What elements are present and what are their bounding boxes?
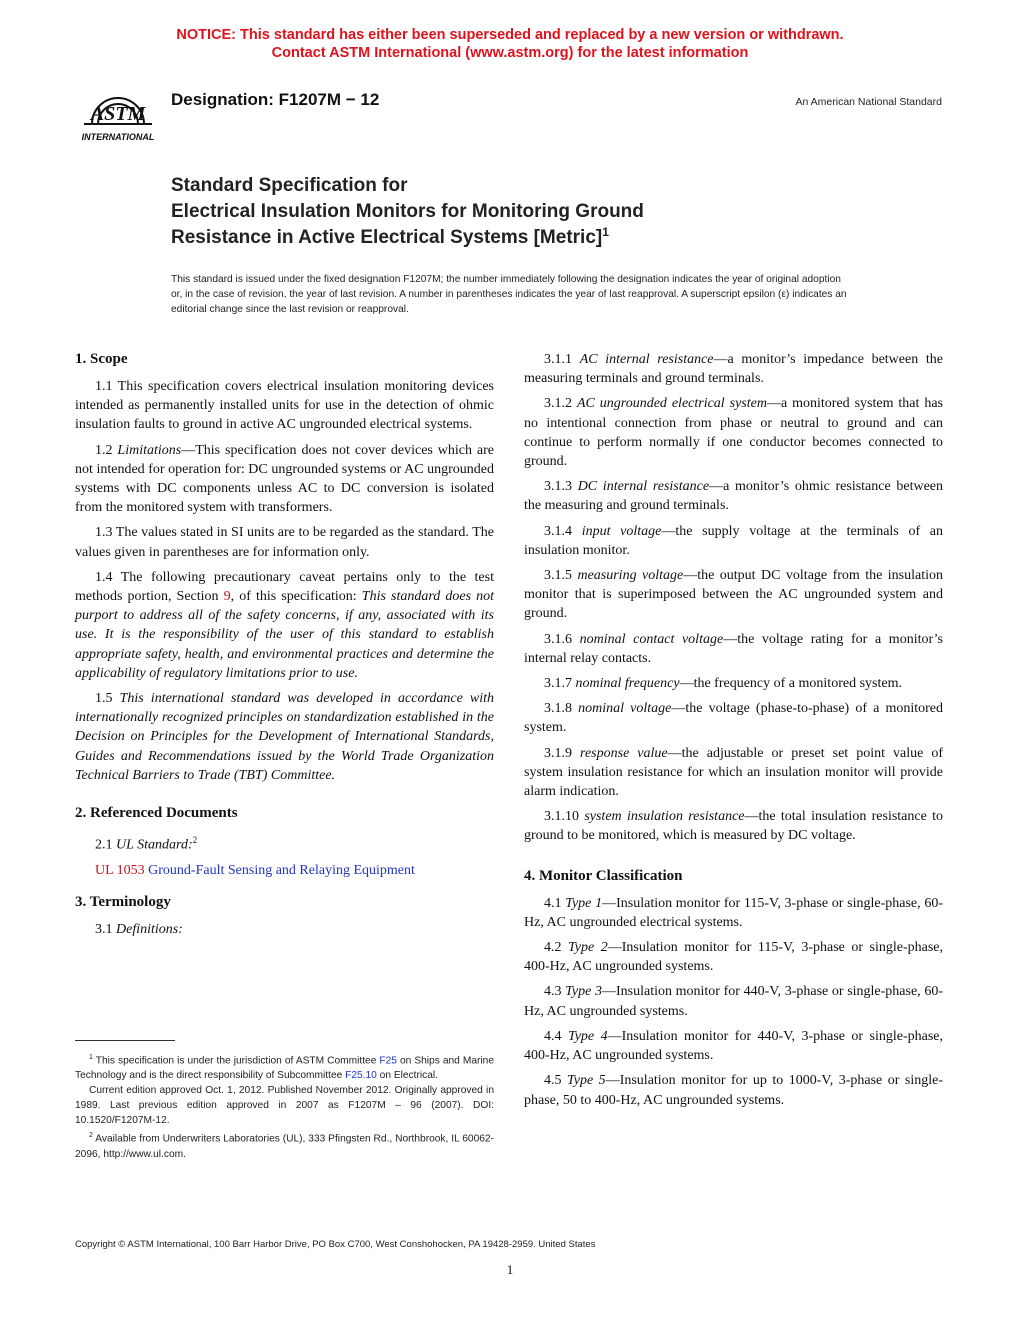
- definition-item: 3.1.3 DC internal resistance—a monitor’s ohmic resistance between the measuring and ground terminals.: [524, 479, 944, 514]
- logo-subtext: INTERNATIONAL: [81, 132, 155, 142]
- classification-list: [524, 894, 943, 1110]
- copyright-line: Copyright © ASTM International, 100 Barr Harbor Drive, PO Box C700, West Conshohocken, PA 19428-2959. United States: [75, 1239, 596, 1250]
- title-line-2: Electrical Insulation Monitors for Monitoring Ground: [171, 201, 644, 222]
- ul-1053-link[interactable]: UL 1053: [95, 862, 145, 878]
- paragraph-1-4: 1.4 The following precautionary caveat pertains only to the test methods portion, Section 9, of this specification: This standard does not purport to address all of the safety concerns, if any, associated with its use. It is the responsibility of the user of this standard to establish appropriate safety, health, and environmental practices and determine the applicability of regulatory limitations prior to use.: [75, 569, 494, 681]
- definition-item: 3.1.5 measuring voltage—the output DC voltage from the insulation monitor that is superimposed between the AC ungrounded system and ground.: [524, 568, 944, 622]
- definition-item: 3.1.1 AC internal resistance—a monitor’s impedance between the measuring terminals and ground terminals.: [524, 352, 944, 387]
- definition-item: 3.1.8 nominal voltage—the voltage (phase-to-phase) of a monitored system.: [524, 701, 943, 736]
- national-standard-label: An American National Standard: [795, 96, 942, 108]
- definition-item: 3.1.2 AC ungrounded electrical system—a monitored system that has no intentional connection from phase or neutral to ground and can continue to perform normally if one conductor becomes connected to ground.: [524, 396, 944, 470]
- section-heading-referenced-documents: 2. Referenced Documents: [75, 805, 238, 822]
- section-heading-terminology: 3. Terminology: [75, 894, 171, 911]
- f25-10-link[interactable]: F25.10: [345, 1070, 377, 1082]
- section-heading-monitor-classification: 4. Monitor Classification: [524, 867, 683, 884]
- classification-item: 4.4 Type 4—Insulation monitor for 440-V, 3-phase or single-phase, 400-Hz, AC ungrounded systems.: [524, 1028, 944, 1064]
- ul-1053-reference: [75, 861, 494, 880]
- left-column: [75, 349, 494, 945]
- paragraph-1-2: 1.2 Limitations—This specification does not cover devices which are not intended for operation for: DC ungrounded systems or AC ungrounded systems with DC components unless AC to DC conversion is isolated from the monitored system with transformers.: [75, 442, 494, 516]
- classification-item: 4.3 Type 3—Insulation monitor for 440-V, 3-phase or single-phase, 60-Hz, AC ungrounded systems.: [524, 984, 943, 1019]
- classification-item: 4.1 Type 1—Insulation monitor for 115-V, 3-phase or single-phase, 60-Hz, AC ungrounded electrical systems.: [524, 895, 943, 930]
- title-line-1: Standard Specification for: [171, 175, 408, 196]
- ul-1053-title-link[interactable]: Ground-Fault Sensing and Relaying Equipment: [148, 862, 415, 878]
- logo-letters: ASTM: [90, 103, 146, 125]
- definition-item: 3.1.9 response value—the adjustable or preset set point value of system insulation resistance for which an insulation monitor will provide alarm indication.: [524, 745, 944, 800]
- notice-line-2: Contact ASTM International (www.astm.org) for the latest information: [271, 45, 749, 61]
- paragraph-2-1: 2.1 UL Standard:$^2$: [95, 835, 198, 853]
- footnote-2: $^2$ Available from Underwriters Laboratories (UL), 333 Pfingsten Rd., Northbrook, IL 60062-2096, http://www.ul.com.: [75, 1132, 494, 1160]
- footnote-1-edition: Current edition approved Oct. 1, 2012. Published November 2012. Originally approved in 1989. Last previous edition approved in 2007 as F1207M – 96 (2007). DOI: 10.1520/F1207M-12.: [75, 1085, 494, 1127]
- document-title: [171, 173, 891, 251]
- definition-item: 3.1.6 nominal contact voltage—the voltage rating for a monitor’s internal relay contacts.: [524, 631, 943, 666]
- section-9-link[interactable]: 9: [223, 589, 231, 605]
- withdrawal-notice: [0, 26, 1020, 62]
- paragraph-1-1: 1.1 This specification covers electrical insulation monitoring devices intended as permanently installed units for use in the detection of ohmic insulation faults to ground in active AC ungrounded electrical systems.: [75, 379, 494, 433]
- footnotes: [75, 1050, 494, 1162]
- paragraph-1-5: 1.5 This international standard was developed in accordance with internationally recognized principles on standardization established in the Decision on Principles for the Development of International Standards, Guides and Recommendations issued by the World Trade Organization Technical Barriers to Trade (TBT) Committee.: [75, 691, 495, 783]
- section-heading-scope: 1. Scope: [75, 351, 128, 367]
- classification-item: 4.5 Type 5—Insulation monitor for up to 1000-V, 3-phase or single-phase, 50 to 400-Hz, AC ungrounded systems.: [524, 1073, 943, 1108]
- astm-logo: [72, 74, 164, 148]
- designation: Designation: F1207M − 12: [171, 90, 380, 109]
- notice-line-1: NOTICE: This standard has either been superseded and replaced by a new version or withdrawn.: [176, 27, 844, 43]
- definitions-list: [524, 350, 943, 846]
- f25-link[interactable]: F25: [379, 1055, 397, 1067]
- definition-item: 3.1.4 input voltage—the supply voltage at the terminals of an insulation monitor.: [524, 523, 944, 558]
- issued-note: This standard is issued under the fixed designation F1207M; the number immediately following the designation indicates the year of original adoption or, in the case of revision, the year of last revision. A number in parentheses indicates the year of last reapproval. A superscript epsilon (ε) indicates an editorial change since the last revision or reapproval.: [171, 274, 847, 315]
- page-number: 1: [506, 1262, 514, 1277]
- definition-item: 3.1.10 system insulation resistance—the total insulation resistance to ground to be monitored, which is measured by DC voltage.: [524, 809, 944, 844]
- paragraph-1-3: 1.3 The values stated in SI units are to be regarded as the standard. The values given in parentheses are for information only.: [75, 525, 494, 560]
- right-column: [524, 350, 943, 1116]
- title-line-3: Resistance in Active Electrical Systems [Metric]$^1$: [171, 225, 609, 248]
- footnote-1: $^1$ This specification is under the jurisdiction of ASTM Committee F25 on Ships and Marine Technology and is the direct responsibility of Subcommittee F25.10 on Electrical.: [75, 1054, 494, 1082]
- title-footnote-mark: 1: [602, 225, 609, 239]
- classification-item: 4.2 Type 2—Insulation monitor for 115-V, 3-phase or single-phase, 400-Hz, AC ungrounded systems.: [524, 940, 944, 975]
- definition-item: 3.1.7 nominal frequency—the frequency of a monitored system.: [544, 676, 902, 692]
- paragraph-3-1: 3.1 Definitions:: [95, 922, 183, 938]
- footnote-rule: [75, 1040, 175, 1041]
